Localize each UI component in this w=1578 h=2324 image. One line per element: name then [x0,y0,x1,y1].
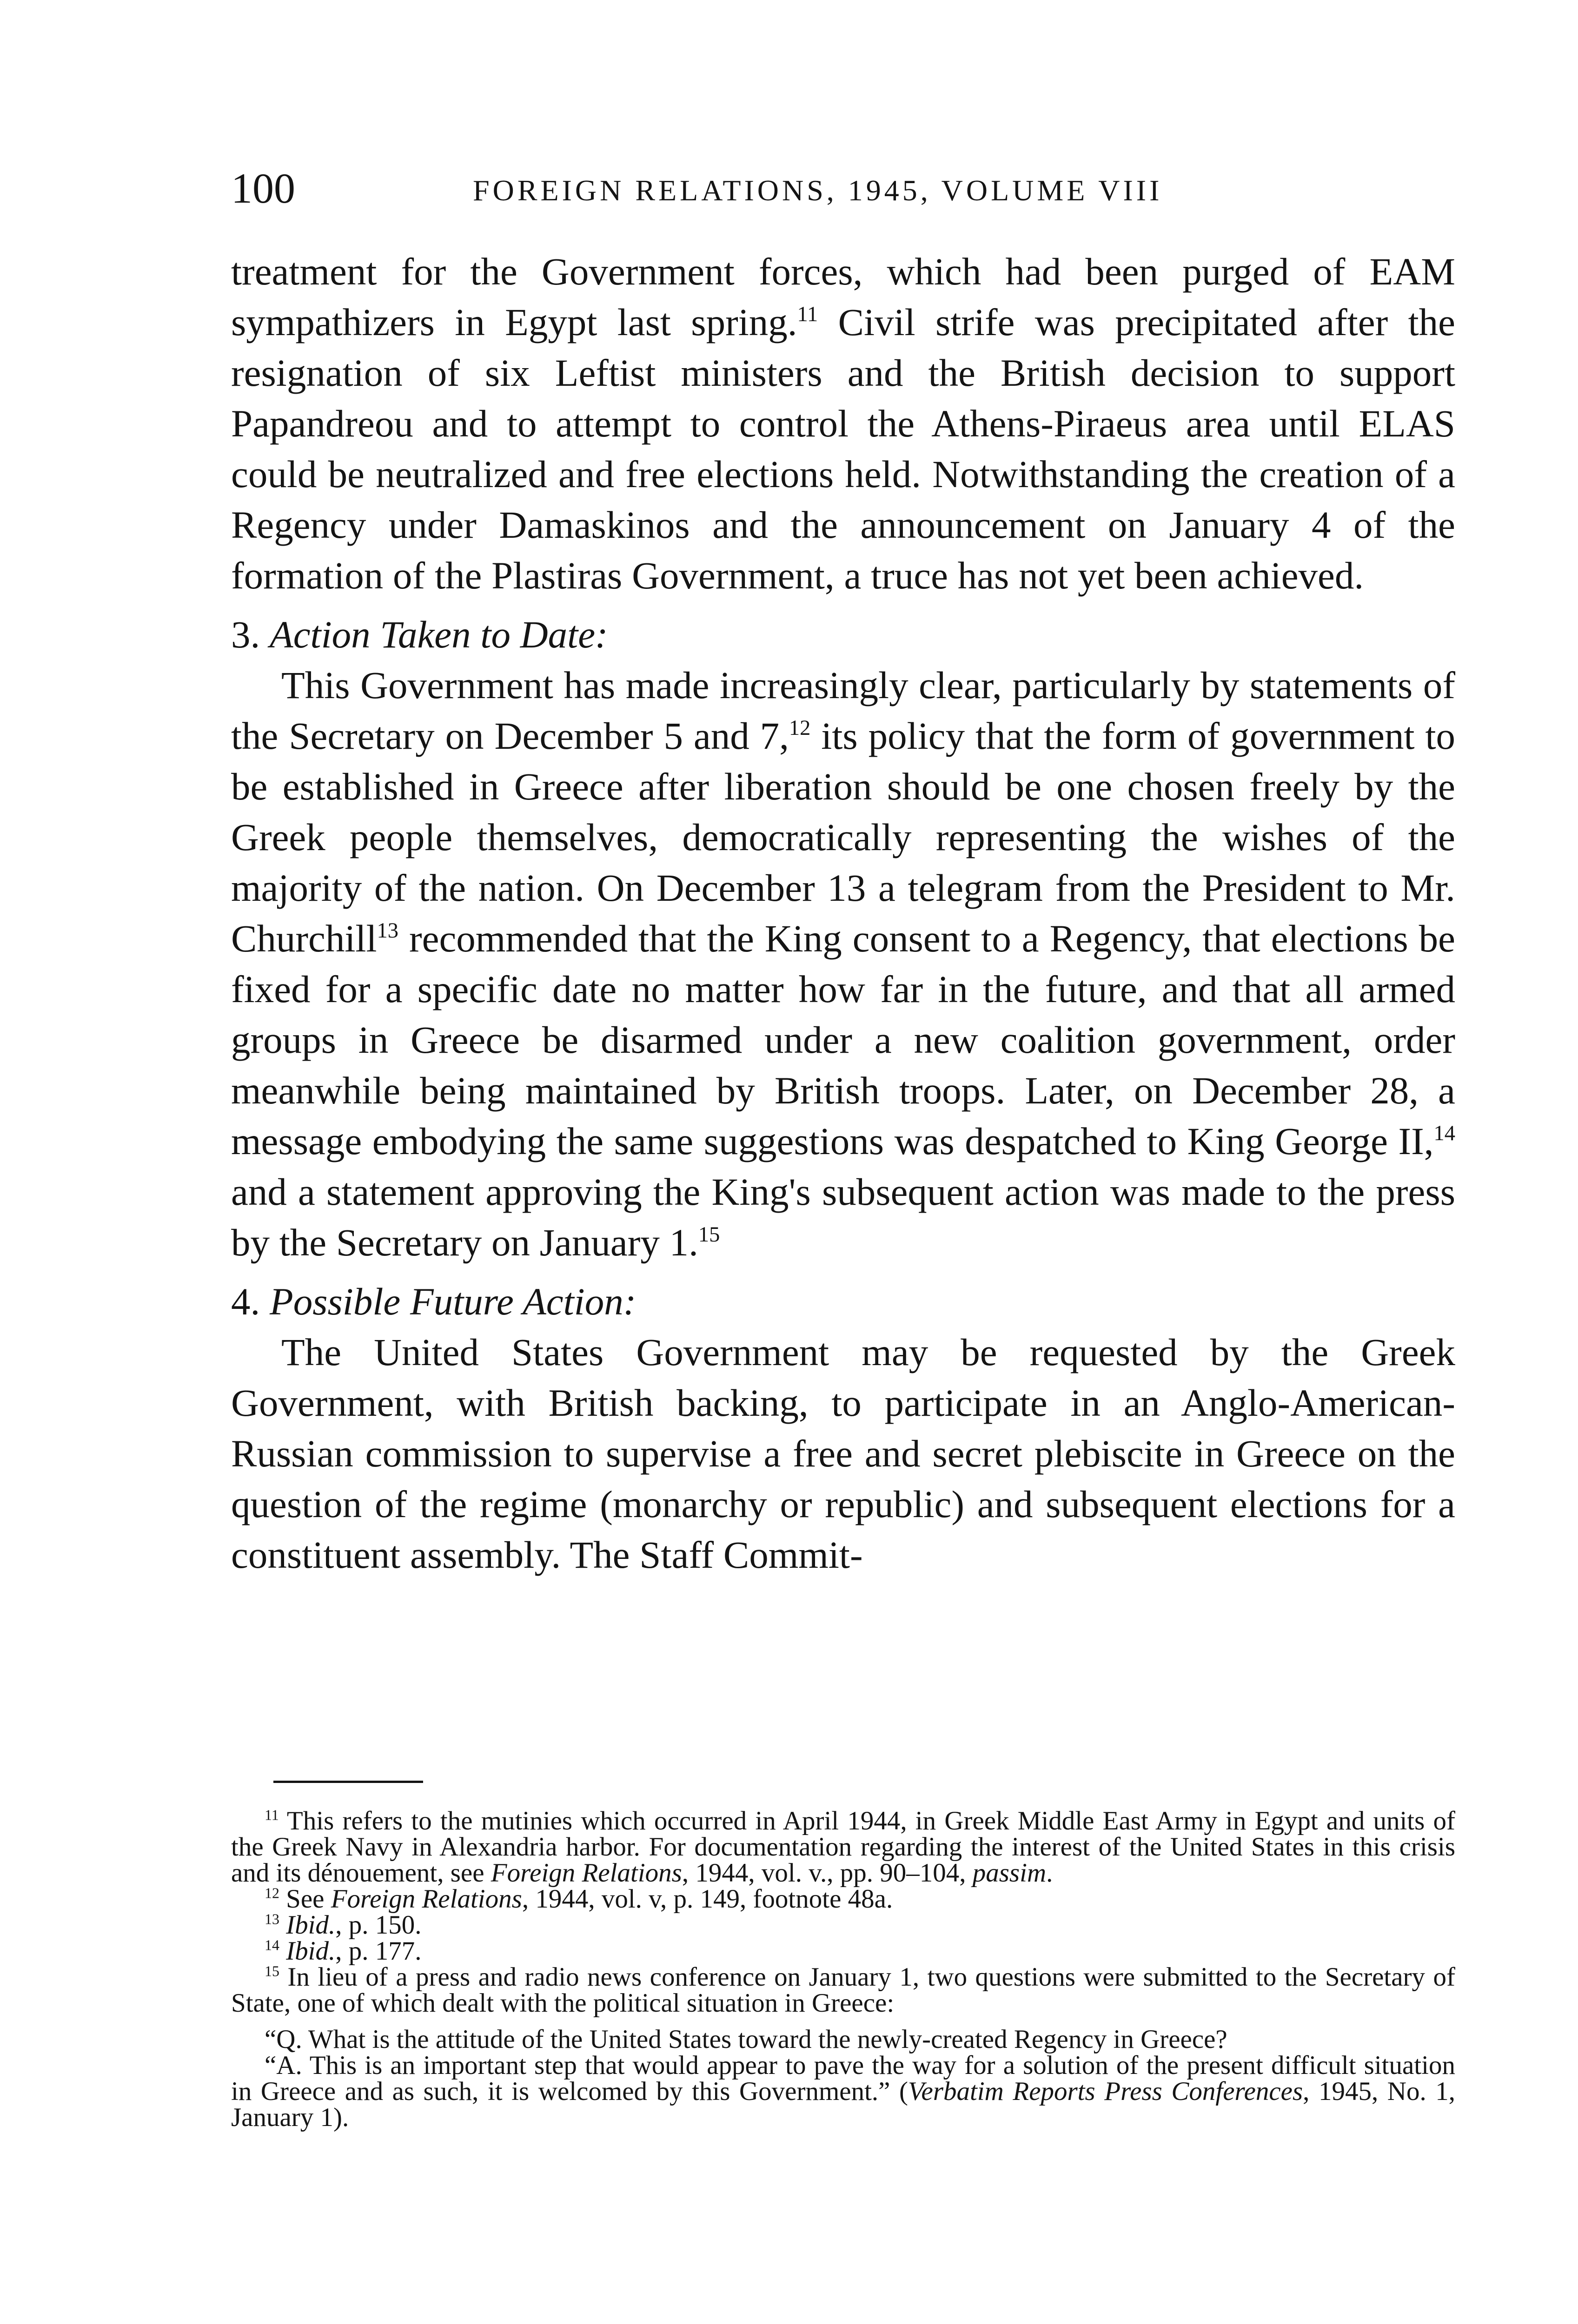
footnote-number: 15 [265,1963,279,1980]
footnote-13 [231,1912,1455,1938]
footnote-citation: Foreign Relations [491,1858,682,1888]
footnote-text: This refers to the mutinies which occurred in April 1944, in Greek Middle East Army in Egypt and units of the Greek Navy in Alexandria harbor. For documentation regarding the interest of the United States in this crisis and its dénouement, see [231,1806,1455,1888]
footnote-rule [273,1781,423,1783]
running-title: FOREIGN RELATIONS, 1945, VOLUME VIII [473,174,1163,207]
paragraph-text: recommended that the King consent to a Regency, that elections be fixed for a specific date no matter how far in the future, and that all armed groups in Greece be disarmed under a new coalition government, order meanwhile being maintained by British troops. Later, on December 28, a message embodying the same suggestions was despatched to King George II, [231,917,1455,1162]
paragraph-2 [231,660,1455,1268]
footnote-text: , p. 150. [335,1910,422,1940]
running-head [231,165,1455,211]
paragraph-text: its policy that the form of government to be established in Greece after liberation should be one chosen freely by the Greek people themselves, democratically representing the wishes of the majority of the nation. On December 13 a telegram from the President to Mr. Churchill [231,714,1456,960]
footnote-text: , 1944, vol. v, p. 149, footnote 48a. [522,1884,893,1914]
footnote-ref-12: 12 [789,716,811,740]
footnote-citation: Ibid. [286,1910,336,1940]
footnote-text: “A. This is an important step that would appear to pave the way for a solution of the present difficult situation in Greece and as such, it is welcomed by this Government.” ( [231,2051,1455,2106]
footnote-citation: Ibid. [286,1936,336,1966]
footnote-ref-13: 13 [377,918,398,943]
paragraph-text: Civil strife was precipitated after the resignation of six Leftist ministers and the British decision to support Papandreou and to attempt to control the Athens-Piraeus area until ELAS could be neutralized and free elections held. Notwithstanding the creation of a Regency under Damaskinos and the announcement on January 4 of the formation of the Plastiras Government, a truce has not yet been achieved. [231,301,1455,597]
section-heading-4 [231,1276,1455,1327]
footnote-15-question [231,2027,1455,2053]
footnote-ref-14: 14 [1433,1121,1455,1145]
footnote-text: In lieu of a press and radio news conference on January 1, two questions were submitted to the Secretary of State, one of which dealt with the political situation in Greece: [231,1962,1455,2018]
footnote-text: See [279,1884,331,1914]
footnote-text: , p. 177. [335,1936,422,1966]
section-number: 3. [231,613,260,656]
paragraph-3 [231,1327,1455,1580]
footnote-citation: Verbatim Reports Press Conferences [908,2077,1303,2106]
footnote-ref-11: 11 [797,302,818,326]
footnote-12 [231,1886,1455,1912]
footnote-text: , 1945, No. 1, January 1). [231,2077,1455,2132]
footnote-15-answer [231,2053,1455,2131]
paragraph-text: The United States Government may be requested by the Greek Government, with British backing, to participate in an Anglo-American-Russian commission to supervise a free and secret plebiscite in Greece on the question of the regime (monarchy or republic) and subsequent elections for a constituent assembly. The Staff Commit- [231,1331,1455,1576]
footnote-text: , 1944, vol. v., pp. 90–104, [682,1858,973,1888]
footnote-ref-15: 15 [698,1222,720,1247]
footnote-11 [231,1808,1455,1886]
paragraph-text: treatment for the Government forces, which had been purged of EAM sympathizers in Egypt last spring. [231,250,1455,343]
footnote-citation: passim [972,1858,1047,1888]
footnote-number: 11 [265,1807,279,1823]
footnote-number: 14 [265,1937,279,1954]
footnotes [231,1808,1455,2131]
page-number: 100 [231,165,295,212]
section-title: Action Taken to Date: [270,613,608,656]
section-number: 4. [231,1280,260,1323]
body-text [231,246,1455,1580]
footnote-number: 12 [265,1885,279,1901]
paragraph-text: and a statement approving the King's subsequent action was made to the press by the Secretary on January 1. [231,1170,1455,1264]
section-title: Possible Future Action: [270,1280,637,1323]
footnote-text: . [1046,1858,1053,1888]
paragraph-1 [231,246,1455,601]
footnote-citation: Foreign Relations [331,1884,522,1914]
footnote-15 [231,1964,1455,2016]
footnote-number: 13 [265,1911,279,1928]
paragraph-text: This Government has made increasingly clear, particularly by statements of the Secretary on December 5 and 7, [231,664,1455,757]
footnote-14 [231,1938,1455,1964]
section-heading-3 [231,609,1455,660]
footnote-text: “Q. What is the attitude of the United States toward the newly-created Regency in Greece? [265,2025,1227,2054]
